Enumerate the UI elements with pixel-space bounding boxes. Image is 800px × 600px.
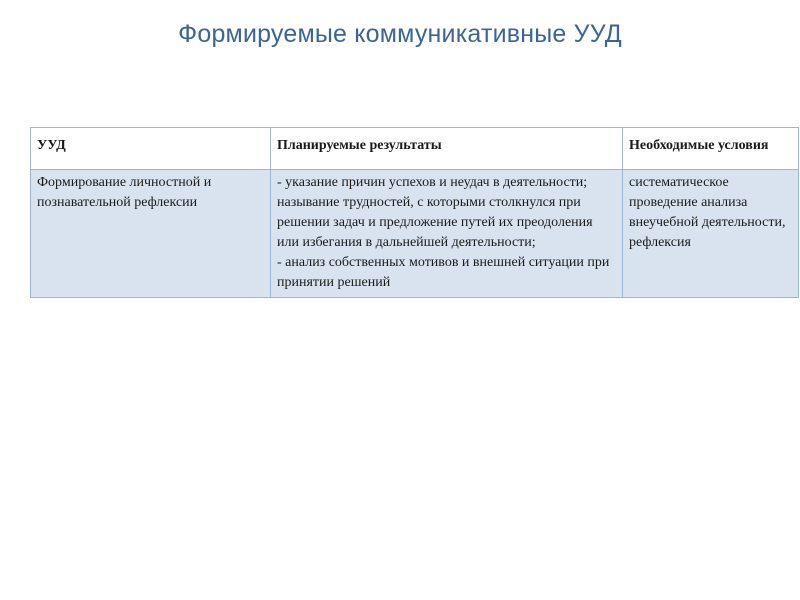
table-row [31,170,799,298]
cell-uud: Формирование личностной и познавательной рефлексии [31,170,271,298]
cell-required-conditions: систематическое проведение анализа внеучебной деятельности, рефлексия [623,170,799,298]
header-uud: УУД [31,128,271,170]
cell-planned-results [271,170,623,298]
uud-table [30,127,799,298]
result-item: - анализ собственных мотивов и внешней ситуации при принятии решений [277,255,610,290]
header-required-conditions: Необходимые условия [623,128,799,170]
header-planned-results: Планируемые результаты [271,128,623,170]
result-item: - указание причин успехов и неудач в деятельности; называние трудностей, с которыми столкнулся при решении задач и предложение путей их преодоления или избегания в дальнейшей деятельности; [277,175,593,250]
table-header-row [31,128,799,170]
slide-title: Формируемые коммуникативные УУД [178,20,622,48]
